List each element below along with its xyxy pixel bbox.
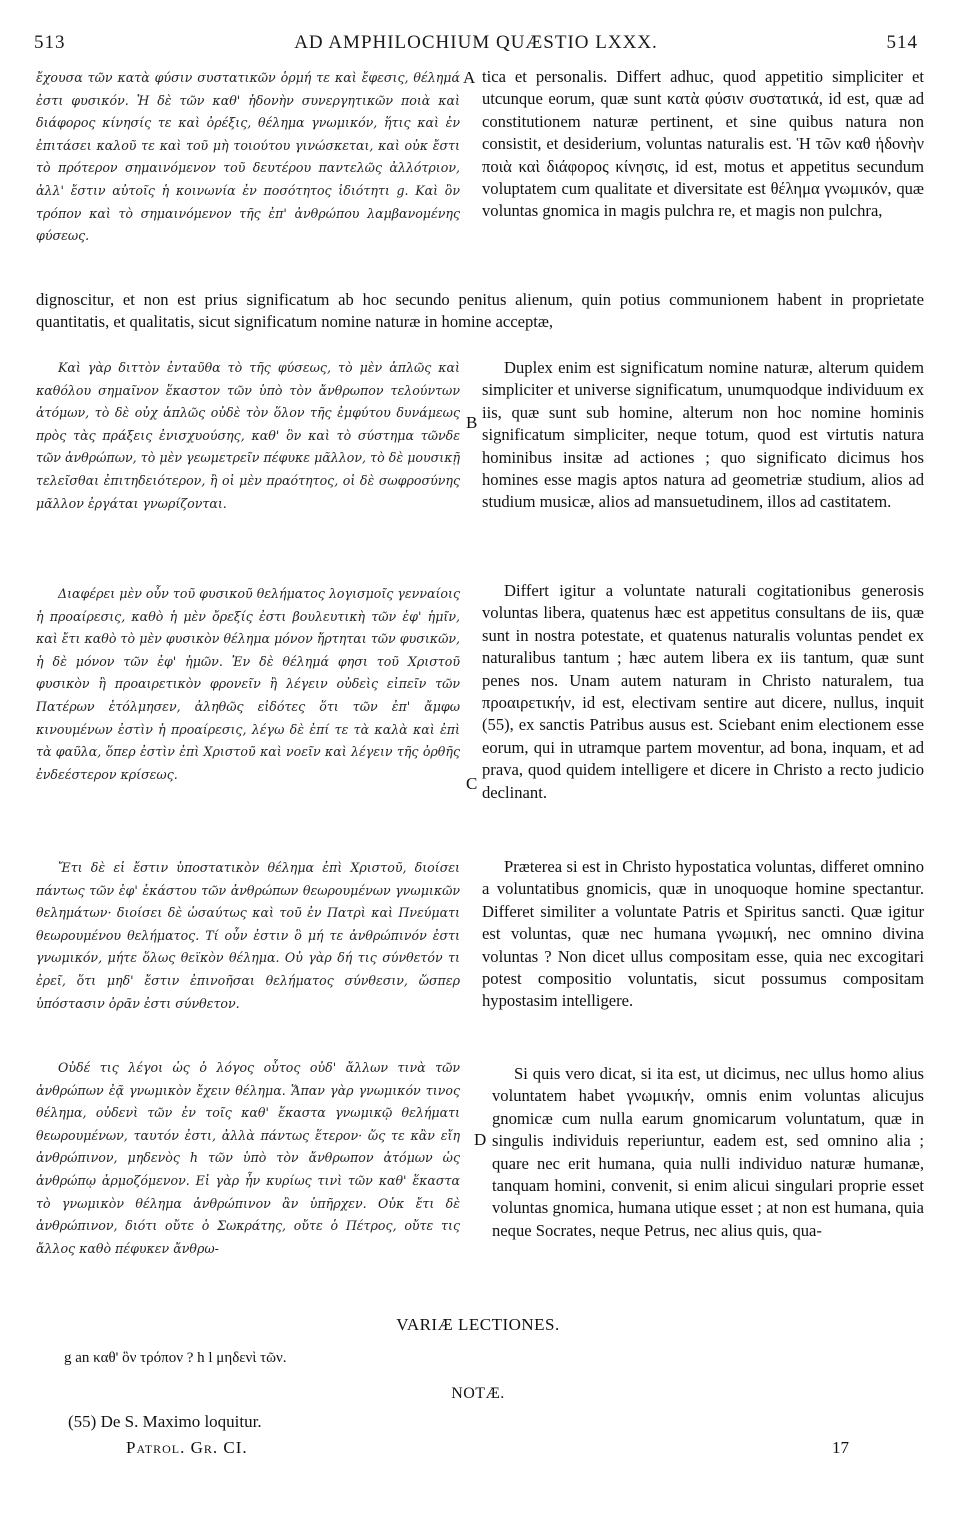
latin-paragraph-5: Si quis vero dicat, si ita est, ut dicimus, nec ullus homo alius voluntatem habet γνωμικήν, omnis enim voluntas alicujus gnomicæ cum nulla earum gnomicarum voluntatum, quæ in singulis individuis reperiuntur, eadem est, sed omnino alia ; quare nec erit humana, quia nulli individuo naturæ humanæ, tanquam homini, convenit, si enim alicui singulari proprie esset voluntas gnomica, humana utique esset ; at non est humana, quia neque Socrates, neque Petrus, nec alius quis, qua- (492, 1064, 924, 1240)
margin-marker-b: B (466, 413, 478, 432)
right-page-number: 514 (886, 32, 918, 53)
note-55: (55) De S. Maximo loquitur. (68, 1412, 262, 1431)
running-title: AD AMPHILOCHIUM QUÆSTIO LXXX. (294, 32, 658, 53)
margin-marker-d: D (474, 1130, 487, 1149)
greek-paragraph-2: Καὶ γὰρ διττὸν ἐνταῦθα τὸ τῆς φύσεως, τὸ μὲν ἁπλῶς καὶ καθόλου σημαῖνον ἕκαστον τῶν ὑπὸ τὸν ἄνθρωπον τελούντων ἀτόμων, τὸ δὲ οὐχ ἁπλῶς οὐδὲ τὸν ὅλον τῆς ἐμφύτου δυνάμεως πρὸς τὰς πράξεις ἐνισχυούσης, καθ' ὃν καὶ τὸ σύστημα τῶνδε τῶν ἀνθρώπων, τὸ μὲν γεωμετρεῖν πέφυκε μᾶλλον, τὸ δὲ μουσικῇ τελεῖσθαι ἐπιτηδειότερον, ἢ οἱ μὲν πραότητος, οἱ δὲ σωφροσύνης μᾶλλον ἐργάται γνωρίζονται. (36, 360, 460, 511)
margin-marker-a: A (463, 68, 476, 87)
latin-paragraph-1: tica et personalis. Differt adhuc, quod appetitio simpliciter et utcunque eorum, quæ sunt κατὰ φύσιν συστατικά, id est, quæ ad constitutionem naturæ pertinent, et sine quibus natura non consistit, et desiderium, voluntas naturalis est. Ἡ τῶν καθ ἡδονὴν ποιὰ καὶ διάφορος κίνησις, id est, motus et appetitus secundum voluptatem cum qualitate et diversitate est θέλημα γνωμικόν, quæ voluntas gnomica in magis pulchra re, et magis non pulchra, (482, 67, 924, 221)
greek-paragraph-5: Οὐδέ τις λέγοι ὡς ὁ λόγος οὗτος οὐδ' ἄλλων τινὰ τῶν ἀνθρώπων ἐᾷ γνωμικὸν ἔχειν θέλημα. Ἅπαν γὰρ γνωμικόν τινος θέλημα, οὐδενὶ τῶν ἐν τοῖς καθ' ἕκαστα γνωμικῷ θελήματι θεωρουμένων, ταυτόν ἐστι, ἀλλὰ πάντως ἕτερον· ὥς τε κἂν εἴη ἀνθρώπινον, μηδενὸς h τῶν ὑπὸ τὸν ἄνθρωπον ἀτόμων ὡς ἀνθρώπῳ ἁρμοζόμενον. Εἰ γὰρ ἦν κυρίως τινὶ τῶν καθ' ἕκαστα τὸ γνωμικὸν θέλημα ἀνθρώπινον ἂν ὑπῆρχεν. Οὐκ ἔτι δὲ ἀνθρώπινον, διότι οὔτε ὁ Σωκράτης, οὔτε ὁ Πέτρος, οὔτε τις ἄλλος καθὸ πέφυκεν ἄνθρω- (36, 1060, 460, 1256)
greek-paragraph-4: Ἔτι δὲ εἰ ἔστιν ὑποστατικὸν θέλημα ἐπὶ Χριστοῦ, διοίσει πάντως τῶν ἐφ' ἑκάστου τῶν ἀνθρώπων θεωρουμένων γνωμικῶν θελημάτων· διοίσει δὲ ὡσαύτως καὶ τοῦ ἐν Πατρὶ καὶ Πνεύματι θεωρουμένου θελήματος. Τί οὖν ἐστιν ὃ μή τε ἀνθρώπινόν ἐστι γνωμικόν, μήτε ὅλως θεϊκὸν θέλημα. Οὐ γὰρ δή τις σύνθετόν τι ἐρεῖ, ὅτι μηδ' ἔστιν ἐπινοῆσαι θελήματος σύνθεσιν, ὥσπερ ὑπόστασιν ὁρᾶν ἐστι σύνθετον. (36, 860, 460, 1011)
left-page-number: 513 (34, 32, 66, 53)
variae-lectiones-heading: VARIÆ LECTIONES. (396, 1315, 560, 1334)
latin-paragraph-4: Præterea si est in Christo hypostatica voluntas, differet omnino a voluntatibus gnomicis, quæ in unoquoque homine spectantur. Differet similiter a voluntate Patris et Spiritus sancti. Quæ igitur est voluntas, quæ nec humana γνωμική, nec omnino divina voluntas ? Non dicet ullus compositam esse, quia nec excogitari potest compositio voluntatis, sicut possumus compositam hypostasim intelligere. (482, 857, 924, 1011)
latin-paragraph-3: Differt igitur a voluntate naturali cogitationibus generosis voluntas libera, quatenus hæc est appetitus consultans de iis, quæ sunt in nostra potestate, et quatenus naturalis voluntas pendet ex naturalibus tantum ; hæc autem libera ex iis tantum, quæ sunt penes nos. Unam autem naturam in Christo naturalem, tua προαιρετικήν, id est, electivam sentire aut dicere, nullus, inquit (55), ex sanctis Patribus ausus est. Sciebant enim electionem esse eorum, qui in utramque partem moventur, ad bona, inquam, et ad prava, quod quidem intelligere et dicere in Christo a recto judicio declinant. (482, 581, 924, 802)
greek-paragraph-3: Διαφέρει μὲν οὖν τοῦ φυσικοῦ θελήματος λογισμοῖς γενναίοις ἡ προαίρεσις, καθὸ ἡ μὲν ὄρεξίς ἐστι βουλευτικὴ τῶν ἐφ' ἡμῖν, καὶ ἔτι καθὸ τὸ μὲν φυσικὸν θέλημα μόνον ἤρτηται τῶν φυσικῶν, ἡ δὲ μόνον τῶν ἐφ' ἡμῶν. Ἐν δὲ θέλημά φησι τοῦ Χριστοῦ φυσικὸν ἢ προαιρετικὸν φρονεῖν ἢ λέγειν οὐδεὶς εἰπεῖν τῶν Πατέρων ἐτόλμησεν, ἀληθῶς εἰδότες ὅτι τῶν ἐπ' ἄμφω κινουμένων ἐστὶν ἡ προαίρεσις, λέγω δὲ ἐπί τε τὰ καλὰ καὶ ἐπὶ τὰ φαῦλα, ὅπερ ἐστὶν ἐπὶ Χριστοῦ καὶ νοεῖν καὶ λέγειν τῆς ὀρθῆς ἐνδεέστερον κρίσεως. (36, 586, 460, 782)
footer-patrologia: Patrol. Gr. CI. (126, 1438, 248, 1457)
margin-marker-c: C (466, 774, 478, 793)
greek-paragraph-1: ἔχουσα τῶν κατὰ φύσιν συστατικῶν ὁρμή τε καὶ ἔφεσις, θέλημά ἐστι φυσικόν. Ἡ δὲ τῶν καθ' ἡδονὴν συνεργητικῶν ποιὰ καὶ διάφορος κίνησίς τε καὶ ὀρέξις, θέλημα γνωμικόν, ἥτις καὶ ἐν ἐπιτάσει καλοῦ τε καὶ τοῦ μὴ τοιούτου γινώσκεται, καὶ οὐκ ἔστι τὸ πρότερον σημαινόμενον τοῦ δευτέρου παντελῶς ἀλλότριον, ἀλλ' ἔστιν αὐτοῖς ἡ κοινωνία ἐν ποσότητος ἰδιότητι g. Καὶ ὃν τρόπον καὶ τὸ σημαινόμενον τῆς ἐπ' ἀνθρώπου λαμβανομένης φύσεως. (36, 70, 460, 244)
running-header (34, 32, 918, 58)
notae-heading: NOTÆ. (451, 1385, 505, 1402)
footer-signature: 17 (832, 1438, 849, 1457)
variae-lectiones-text: g an καθ' ὃν τρόπον ? h l μηδενὶ τῶν. (64, 1350, 287, 1366)
latin-continuation: dignoscitur, et non est prius significatum ab hoc secundo penitus alienum, quin potius communionem habent in proprietate quantitatis, et qualitatis, sicut significatum nomine naturæ in homine acceptæ, (36, 290, 924, 332)
latin-paragraph-2: Duplex enim est significatum nomine naturæ, alterum quidem simpliciter et universe significatum, unumquodque individuum ex iis, quæ sunt sub homine, alterum non hoc nomine hominis significatum simpliciter, neque totum, quod est virtutis natura hominibus insitæ ad actiones ; quo significato dicimus hos homines esse magis aptos natura ad geometriæ studium, alios ad studium musicæ, alios ad mansuetudinem, illos ad castitatem. (482, 358, 924, 512)
